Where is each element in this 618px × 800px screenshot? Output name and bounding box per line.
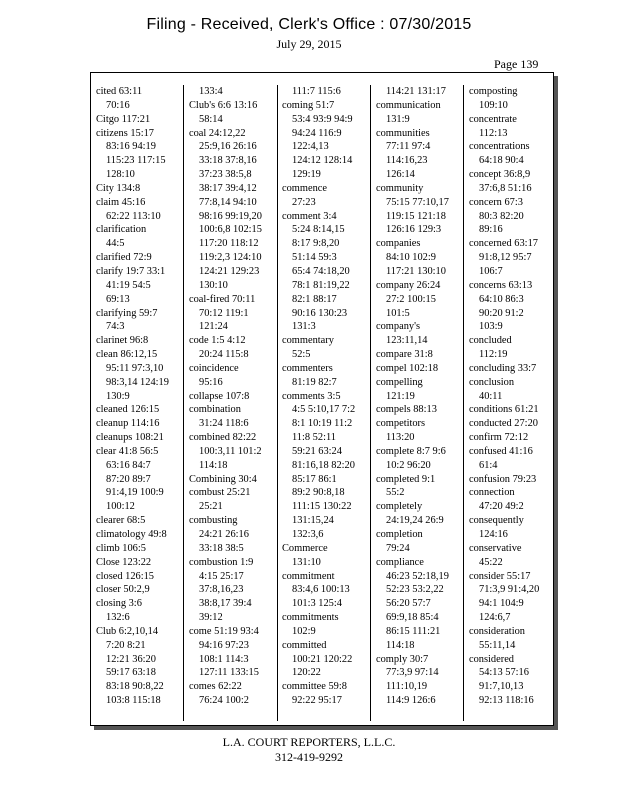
index-page-refs: 113:20 — [386, 432, 415, 444]
index-page-refs: 64:18 90:4 — [479, 155, 524, 167]
index-page-refs: 131:3 — [292, 321, 316, 333]
index-page-refs: 24:21 26:16 — [199, 529, 249, 540]
index-page-refs: 38:8,17 39:4 — [199, 598, 252, 610]
index-page-refs: 114:18 — [386, 639, 415, 651]
index-page-refs: 59:21 63:24 — [292, 445, 342, 457]
index-page-refs: 37:23 38:5,8 — [199, 169, 252, 181]
index-page-refs: 47:20 49:2 — [479, 501, 524, 513]
index-page-refs: 111:15 130:22 — [292, 501, 352, 513]
index-page-refs: 85:17 86:1 — [292, 473, 337, 485]
index-term: coal 24:12,22 — [189, 127, 246, 139]
index-page-refs: 98:16 99:19,20 — [199, 210, 262, 222]
index-term: concern 67:3 — [469, 196, 523, 208]
index-page-refs: 52:5 — [292, 349, 311, 361]
index-page-refs: 77:11 97:4 — [386, 141, 431, 153]
index-term: compliance — [376, 556, 424, 568]
index-page-refs: 4:15 25:17 — [199, 570, 244, 582]
index-term: clarifying 59:7 — [96, 307, 158, 319]
index-page-refs: 128:10 — [106, 169, 135, 181]
index-page-refs: 51:14 59:3 — [292, 252, 337, 264]
index-term: commitments — [282, 612, 339, 624]
index-page-refs: 83:16 94:19 — [106, 141, 156, 153]
index-page-refs: 55:2 — [386, 487, 405, 499]
index-page-refs: 83:4,6 100:13 — [292, 584, 350, 596]
index-page-refs: 69:9,18 85:4 — [386, 612, 439, 624]
index-page-refs: 100:3,11 101:2 — [199, 445, 262, 457]
page-number: Page 139 — [494, 57, 539, 71]
index-page-refs: 8:17 9:8,20 — [292, 238, 340, 250]
column-divider — [370, 85, 371, 721]
index-page-refs: 114:16,23 — [386, 155, 428, 167]
index-term: completely — [376, 501, 423, 513]
index-page-refs: 102:9 — [292, 625, 316, 637]
index-term: combination — [189, 404, 241, 416]
index-term: clarinet 96:8 — [96, 335, 149, 347]
index-term: Combining 30:4 — [189, 473, 257, 485]
index-page-refs: 46:23 52:18,19 — [386, 570, 449, 582]
index-page-refs: 126:16 129:3 — [386, 224, 442, 236]
index-page-refs: 54:13 57:16 — [479, 667, 529, 679]
index-term: commenters — [282, 362, 333, 374]
index-page-refs: 90:20 91:2 — [479, 307, 524, 319]
index-page-refs: 10:2 96:20 — [386, 459, 431, 471]
index-term: considered — [469, 653, 515, 665]
index-term: communication — [376, 99, 441, 111]
column-divider — [463, 85, 464, 721]
index-page-refs: 122:4,13 — [292, 141, 329, 153]
index-page-refs: 106:7 — [479, 265, 503, 277]
index-page-refs: 5:24 8:14,15 — [292, 224, 345, 236]
index-term: clarified 72:9 — [96, 252, 152, 264]
index-term: concentrate — [469, 113, 517, 125]
index-page-refs: 78:1 81:19,22 — [292, 279, 350, 291]
index-term: compel 102:18 — [376, 362, 439, 374]
index-page-refs: 11:8 52:11 — [292, 432, 336, 444]
index-column-2 — [189, 85, 281, 708]
index-term: consider 55:17 — [469, 570, 531, 582]
index-term: concerns 63:13 — [469, 279, 533, 291]
index-page-refs: 27:2 100:15 — [386, 293, 436, 305]
index-page-refs: 91:4,19 100:9 — [106, 487, 164, 499]
index-page-refs: 37:8,16,23 — [199, 584, 244, 596]
index-page-refs: 95:16 — [199, 376, 223, 388]
index-page-refs: 100:12 — [106, 501, 135, 513]
index-page-refs: 101:5 — [386, 307, 410, 319]
index-page-refs: 95:11 97:3,10 — [106, 362, 164, 374]
reporter-phone: 312-419-9292 — [275, 750, 343, 764]
index-term: coal-fired 70:11 — [189, 293, 256, 305]
column-divider — [277, 85, 278, 721]
index-term: coming 51:7 — [282, 99, 335, 111]
index-term: concept 36:8,9 — [469, 169, 531, 181]
index-page-refs: 126:14 — [386, 169, 415, 181]
index-page-refs: 130:10 — [199, 279, 228, 291]
index-term: code 1:5 4:12 — [189, 335, 246, 347]
index-term: clearer 68:5 — [96, 515, 146, 527]
index-term: climatology 49:8 — [96, 529, 167, 540]
index-page-refs: 121:24 — [199, 321, 228, 333]
index-term: combust 25:21 — [189, 487, 251, 499]
index-page-refs: 81:19 82:7 — [292, 376, 337, 388]
index-page-refs: 24:19,24 26:9 — [386, 515, 444, 527]
index-page-refs: 81:16,18 82:20 — [292, 459, 355, 471]
index-page-refs: 98:3,14 124:19 — [106, 376, 169, 388]
index-page-refs: 70:16 — [106, 99, 130, 111]
index-page-refs: 94:1 104:9 — [479, 598, 524, 610]
index-page-refs: 83:18 90:8,22 — [106, 681, 164, 693]
index-page-refs: 75:15 77:10,17 — [386, 196, 449, 208]
index-term: clean 86:12,15 — [96, 349, 158, 361]
index-term: City 134:8 — [96, 182, 141, 194]
index-term: combusting — [189, 515, 238, 527]
index-page-refs: 124:6,7 — [479, 612, 511, 624]
index-term: companies — [376, 238, 421, 250]
index-page-refs: 117:20 118:12 — [199, 238, 259, 250]
index-page-refs: 79:24 — [386, 542, 410, 554]
index-term: citizens 15:17 — [96, 127, 155, 139]
index-term: cleanups 108:21 — [96, 432, 164, 444]
index-term: comes 62:22 — [189, 681, 242, 693]
index-page-refs: 121:19 — [386, 390, 415, 402]
index-page-refs: 90:16 130:23 — [292, 307, 348, 319]
index-term: closing 3:6 — [96, 598, 142, 610]
index-term: consideration — [469, 625, 525, 637]
index-term: Commerce — [282, 542, 328, 554]
index-page-refs: 63:16 84:7 — [106, 459, 151, 471]
index-term: comply 30:7 — [376, 653, 429, 665]
index-page-refs: 130:9 — [106, 390, 130, 402]
index-term: company 26:24 — [376, 279, 441, 291]
index-page-refs: 114:21 131:17 — [386, 86, 446, 97]
index-page-refs: 131:9 — [386, 113, 410, 125]
index-term: concluded — [469, 335, 512, 347]
filing-date: July 29, 2015 — [276, 37, 342, 51]
index-term: commitment — [282, 570, 335, 582]
index-term: completed 9:1 — [376, 473, 436, 485]
index-page-refs: 65:4 74:18,20 — [292, 265, 350, 277]
index-page-refs: 111:7 115:6 — [292, 86, 341, 97]
index-page-refs: 109:10 — [479, 99, 508, 111]
index-page-refs: 132:3,6 — [292, 529, 324, 540]
index-term: consequently — [469, 515, 524, 527]
index-page-refs: 7:20 8:21 — [106, 639, 146, 651]
index-term: connection — [469, 487, 515, 499]
index-page-refs: 8:1 10:19 11:2 — [292, 418, 353, 430]
index-term: conditions 61:21 — [469, 404, 539, 416]
index-term: claim 45:16 — [96, 196, 146, 208]
index-page-refs: 94:24 116:9 — [292, 127, 342, 139]
index-page-refs: 112:19 — [479, 349, 508, 361]
index-page-refs: 25:21 — [199, 501, 223, 513]
index-page-refs: 115:23 117:15 — [106, 155, 166, 167]
index-term: confusion 79:23 — [469, 473, 537, 485]
index-term: concerned 63:17 — [469, 238, 538, 250]
index-page-refs: 33:18 37:8,16 — [199, 155, 257, 167]
index-page-refs: 124:21 129:23 — [199, 265, 260, 277]
index-term: compelling — [376, 376, 423, 388]
index-page-refs: 20:24 115:8 — [199, 349, 249, 361]
index-term: committed — [282, 639, 327, 651]
index-term: Club 6:2,10,14 — [96, 625, 159, 637]
index-term: conclusion — [469, 376, 515, 388]
index-page-refs: 55:11,14 — [479, 639, 516, 651]
index-column-4 — [376, 85, 468, 708]
index-page-refs: 92:13 118:16 — [479, 695, 534, 707]
index-page-refs: 108:1 114:3 — [199, 653, 249, 665]
index-term: cleanup 114:16 — [96, 418, 160, 430]
index-page-refs: 100:6,8 102:15 — [199, 224, 262, 236]
index-page-refs: 87:20 89:7 — [106, 473, 151, 485]
index-term: clear 41:8 56:5 — [96, 445, 159, 457]
index-term: concentrations — [469, 141, 530, 153]
index-page-refs: 103:9 — [479, 321, 503, 333]
index-term: coincidence — [189, 362, 239, 374]
index-page-refs: 76:24 100:2 — [199, 695, 249, 707]
index-frame — [90, 72, 554, 726]
index-page-refs: 119:15 121:18 — [386, 210, 446, 222]
index-term: conservative — [469, 542, 522, 554]
index-term: confirm 72:12 — [469, 432, 529, 444]
index-page-refs: 25:9,16 26:16 — [199, 141, 257, 153]
index-page-refs: 120:22 — [292, 667, 321, 679]
index-column-3 — [282, 85, 374, 708]
index-page-refs: 69:13 — [106, 293, 130, 305]
index-page-refs: 77:8,14 94:10 — [199, 196, 257, 208]
index-page-refs: 112:13 — [479, 127, 508, 139]
index-page-refs: 45:22 — [479, 556, 503, 568]
index-page-refs: 91:8,12 95:7 — [479, 252, 532, 264]
index-column-5 — [469, 85, 561, 708]
index-term: comment 3:4 — [282, 210, 337, 222]
index-page-refs: 62:22 113:10 — [106, 210, 161, 222]
index-term: community — [376, 182, 424, 194]
index-column-1 — [96, 85, 188, 708]
index-page-refs: 4:5 5:10,17 7:2 — [292, 404, 356, 416]
reporter-company: L.A. COURT REPORTERS, L.L.C. — [222, 735, 396, 749]
index-page-refs: 56:20 57:7 — [386, 598, 431, 610]
index-page-refs: 91:7,10,13 — [479, 681, 524, 693]
index-page-refs: 39:12 — [199, 612, 223, 624]
index-page-refs: 84:10 102:9 — [386, 252, 436, 264]
filing-stamp-line: Filing - Received, Clerk's Office : 07/30/2015 — [146, 16, 472, 33]
index-page-refs: 59:17 63:18 — [106, 667, 156, 679]
index-term: committee 59:8 — [282, 681, 347, 693]
index-term: clarification — [96, 224, 147, 236]
index-page-refs: 133:4 — [199, 86, 223, 97]
index-page-refs: 89:16 — [479, 224, 503, 236]
index-page-refs: 52:23 53:2,22 — [386, 584, 444, 596]
index-term: complete 8:7 9:6 — [376, 445, 446, 457]
index-page-refs: 124:12 128:14 — [292, 155, 353, 167]
index-page-refs: 74:3 — [106, 321, 125, 333]
index-page-refs: 100:21 120:22 — [292, 653, 353, 665]
index-page-refs: 40:11 — [479, 390, 503, 402]
index-term: compels 88:13 — [376, 404, 437, 416]
index-term: Close 123:22 — [96, 556, 152, 568]
index-term: closed 126:15 — [96, 570, 155, 582]
index-term: Citgo 117:21 — [96, 113, 151, 125]
index-term: compare 31:8 — [376, 349, 433, 361]
index-page-refs: 41:19 54:5 — [106, 279, 151, 291]
index-page-refs: 127:11 133:15 — [199, 667, 259, 679]
index-page-refs: 129:19 — [292, 169, 321, 181]
index-term: composting — [469, 86, 518, 97]
index-page-refs: 37:6,8 51:16 — [479, 182, 532, 194]
index-page-refs: 53:4 93:9 94:9 — [292, 113, 353, 125]
index-page-refs: 132:6 — [106, 612, 130, 624]
index-page-refs: 44:5 — [106, 238, 125, 250]
index-term: come 51:19 93:4 — [189, 625, 259, 637]
index-term: concluding 33:7 — [469, 362, 537, 374]
index-page-refs: 117:21 130:10 — [386, 265, 446, 277]
index-page-refs: 58:14 — [199, 113, 223, 125]
index-page-refs: 33:18 38:5 — [199, 542, 244, 554]
index-page-refs: 86:15 111:21 — [386, 625, 441, 637]
index-page-refs: 64:10 86:3 — [479, 293, 524, 305]
index-page-refs: 101:3 125:4 — [292, 598, 342, 610]
column-divider — [183, 85, 184, 721]
index-term: collapse 107:8 — [189, 390, 250, 402]
index-page-refs: 94:16 97:23 — [199, 639, 249, 651]
index-term: company's — [376, 321, 421, 333]
index-page-refs: 119:2,3 124:10 — [199, 252, 262, 264]
index-page-refs: 89:2 90:8,18 — [292, 487, 345, 499]
index-term: combined 82:22 — [189, 432, 257, 444]
index-term: communities — [376, 127, 430, 139]
index-page-refs: 92:22 95:17 — [292, 695, 342, 707]
index-term: closer 50:2,9 — [96, 584, 150, 596]
index-term: climb 106:5 — [96, 542, 146, 554]
index-page-refs: 103:8 115:18 — [106, 695, 161, 707]
index-page-refs: 114:9 126:6 — [386, 695, 436, 707]
index-page-refs: 31:24 118:6 — [199, 418, 249, 430]
index-page-refs: 61:4 — [479, 459, 498, 471]
index-page-refs: 82:1 88:17 — [292, 293, 337, 305]
index-page-refs: 71:3,9 91:4,20 — [479, 584, 540, 596]
index-term: confused 41:16 — [469, 445, 533, 457]
index-term: completion — [376, 529, 423, 540]
index-term: commentary — [282, 335, 334, 347]
index-page-refs: 27:23 — [292, 196, 316, 208]
index-term: cleaned 126:15 — [96, 404, 160, 416]
index-page-refs: 70:12 119:1 — [199, 307, 249, 319]
index-page-refs: 77:3,9 97:14 — [386, 667, 439, 679]
index-page-refs: 123:11,14 — [386, 335, 428, 347]
index-page-refs: 131:15,24 — [292, 515, 334, 527]
index-term: conducted 27:20 — [469, 418, 538, 430]
index-term: competitors — [376, 418, 426, 430]
index-page-refs: 124:16 — [479, 529, 508, 540]
index-page-refs: 111:10,19 — [386, 681, 428, 693]
index-term: Club's 6:6 13:16 — [189, 99, 258, 111]
index-term: comments 3:5 — [282, 390, 341, 402]
index-term: commence — [282, 182, 328, 194]
index-page-refs: 80:3 82:20 — [479, 210, 524, 222]
index-term: cited 63:11 — [96, 86, 143, 97]
index-term: clarify 19:7 33:1 — [96, 265, 166, 277]
index-page-refs: 12:21 36:20 — [106, 653, 156, 665]
index-page-refs: 38:17 39:4,12 — [199, 182, 257, 194]
index-page-refs: 131:10 — [292, 556, 321, 568]
index-term: combustion 1:9 — [189, 556, 254, 568]
index-page-refs: 114:18 — [199, 459, 228, 471]
